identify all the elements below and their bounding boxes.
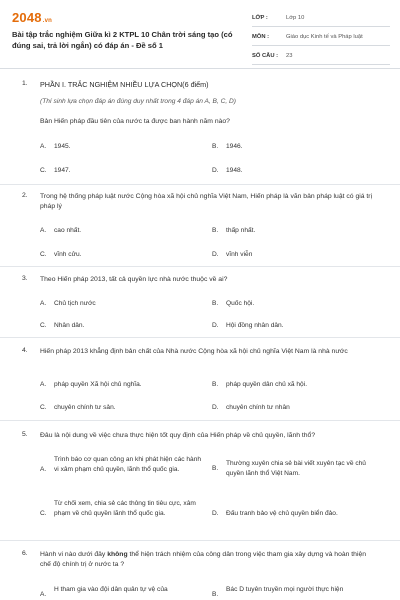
section-title: PHẦN I. TRẮC NGHIỆM NHIỀU LỰA CHỌN(6 điểm) [40, 80, 209, 89]
exam-title: Bài tập trắc nghiệm Giữa kì 2 KTPL 10 Chân trời sáng tạo (có đúng sai, trả lời ngắn) có đáp án - Đề số 1 [12, 30, 233, 50]
meta-value: 23 [286, 53, 293, 59]
meta-label: LỚP : [252, 15, 268, 21]
meta-value: Lớp 10 [286, 15, 305, 21]
divider [0, 337, 400, 338]
question-number: 3. [22, 275, 28, 282]
question-text: Trong hệ thống pháp luật nước Cộng hòa xã hội chủ nghĩa Việt Nam, Hiến pháp là văn bản pháp luật có giá trị pháp lý [40, 193, 373, 210]
meta-row-subject [252, 31, 390, 46]
exam-page: 2048.vn Bài tập trắc nghiệm Giữa kì 2 KTPL 10 Chân trời sáng tạo (có đúng sai, trả lời ngắn) có đáp án - Đề số 1 LỚP : Lớp 10 MÔN : Giáo dục Kinh tế và Pháp luật SỐ CÂU : 23 1. PHẦN I. TRẮC NGHIỆM NHIỀU LỰA CHỌN(6 điểm) (Thí sinh lựa chọn đáp án đúng duy nhất trong 4 đáp án A, B, C, D) Bản Hiến pháp đầu tiên của nước ta được ban hành năm nào? A. 1945. B. 1946. C. 1947. D. 1948. 2. Trong hệ thống pháp luật nước Cộng hòa xã hội chủ nghĩa Việt Nam, Hiến pháp là văn bản pháp luật có giá trị pháp lý A. cao nhất. B. thấp nhất. C. vĩnh cửu. D. vĩnh viễn 3. Theo Hiến pháp 2013, tất cả quyền lực nhà nước thuộc về ai? A. Chủ tịch nước B. Quốc hội. C. Nhân dân. D. Hội đồng nhân dân. 4. Hiến pháp 2013 khẳng định bản chất của Nhà nước Cộng hòa xã hội chủ nghĩa Việt Nam là nhà nước A. pháp quyền Xã hội chủ nghĩa. B. pháp quyền dân chủ xã hội. C. chuyên chính tư sản. D. chuyên chính tư nhân 5. Đâu là nội dung về việc chưa thực hiện tốt quy định của Hiến pháp về chủ quyền, lãnh thổ? A. Trình báo cơ quan công an khi phát hiện các hành vi xâm phạm chủ quyền, lãnh thổ quốc gia. B. Thường xuyên chia sẻ bài viết xuyên tạc về chủ quyền lãnh thổ Việt Nam. C. Từ chối xem, chia sẻ các thông tin tiêu cực, xâm phạm về chủ quyền lãnh thổ quốc gia. D. Đấu tranh bảo vệ chủ quyền biển đảo. 6. Hành vi nào dưới đây không thể hiện trách nhiệm của công dân trong việc tham gia xây dựng và hoàn thiện chế độ chính trị ở nước ta ? A. H tham gia vào đội dân quân tự vệ của B. Bác D tuyên truyền mọi người thực hiện [0, 0, 400, 600]
question-text: Bản Hiến pháp đầu tiên của nước ta được ban hành năm nào? [40, 118, 230, 125]
meta-value: Giáo dục Kinh tế và Pháp luật [286, 34, 363, 40]
meta-label: MÔN : [252, 34, 270, 40]
question-number: 5. [22, 431, 28, 438]
question-text: Theo Hiến pháp 2013, tất cả quyền lực nhà nước thuộc về ai? [40, 276, 228, 283]
question-text: Hành vi nào dưới đây không thể hiện trách nhiệm của công dân trong việc tham gia xây dựng và hoàn thiện chế độ chính trị ở nước ta ? [40, 551, 367, 568]
section-instruction: (Thí sinh lựa chọn đáp án đúng duy nhất trong 4 đáp án A, B, C, D) [40, 98, 237, 105]
question-number: 1. [22, 80, 28, 87]
question-number: 6. [22, 550, 28, 557]
meta-label: SỐ CÂU : [252, 53, 279, 59]
emphasis-text: không [107, 551, 128, 558]
site-logo[interactable] [12, 10, 52, 25]
question-number: 4. [22, 347, 28, 354]
question-text: Hiến pháp 2013 khẳng định bản chất của Nhà nước Cộng hòa xã hội chủ nghĩa Việt Nam là nhà nước [40, 348, 348, 355]
page-header [0, 0, 400, 69]
divider [0, 184, 400, 185]
divider [0, 266, 400, 267]
divider [0, 420, 400, 421]
question-number: 2. [22, 192, 28, 199]
logo-main: 2048 [12, 10, 42, 25]
question-text: Đâu là nội dung về việc chưa thực hiện tốt quy định của Hiến pháp về chủ quyền, lãnh thổ? [40, 432, 316, 439]
exam-meta [252, 12, 390, 69]
divider [0, 540, 400, 541]
meta-row-count [252, 50, 390, 65]
meta-row-class [252, 12, 390, 27]
logo-suffix: .vn [42, 18, 53, 24]
